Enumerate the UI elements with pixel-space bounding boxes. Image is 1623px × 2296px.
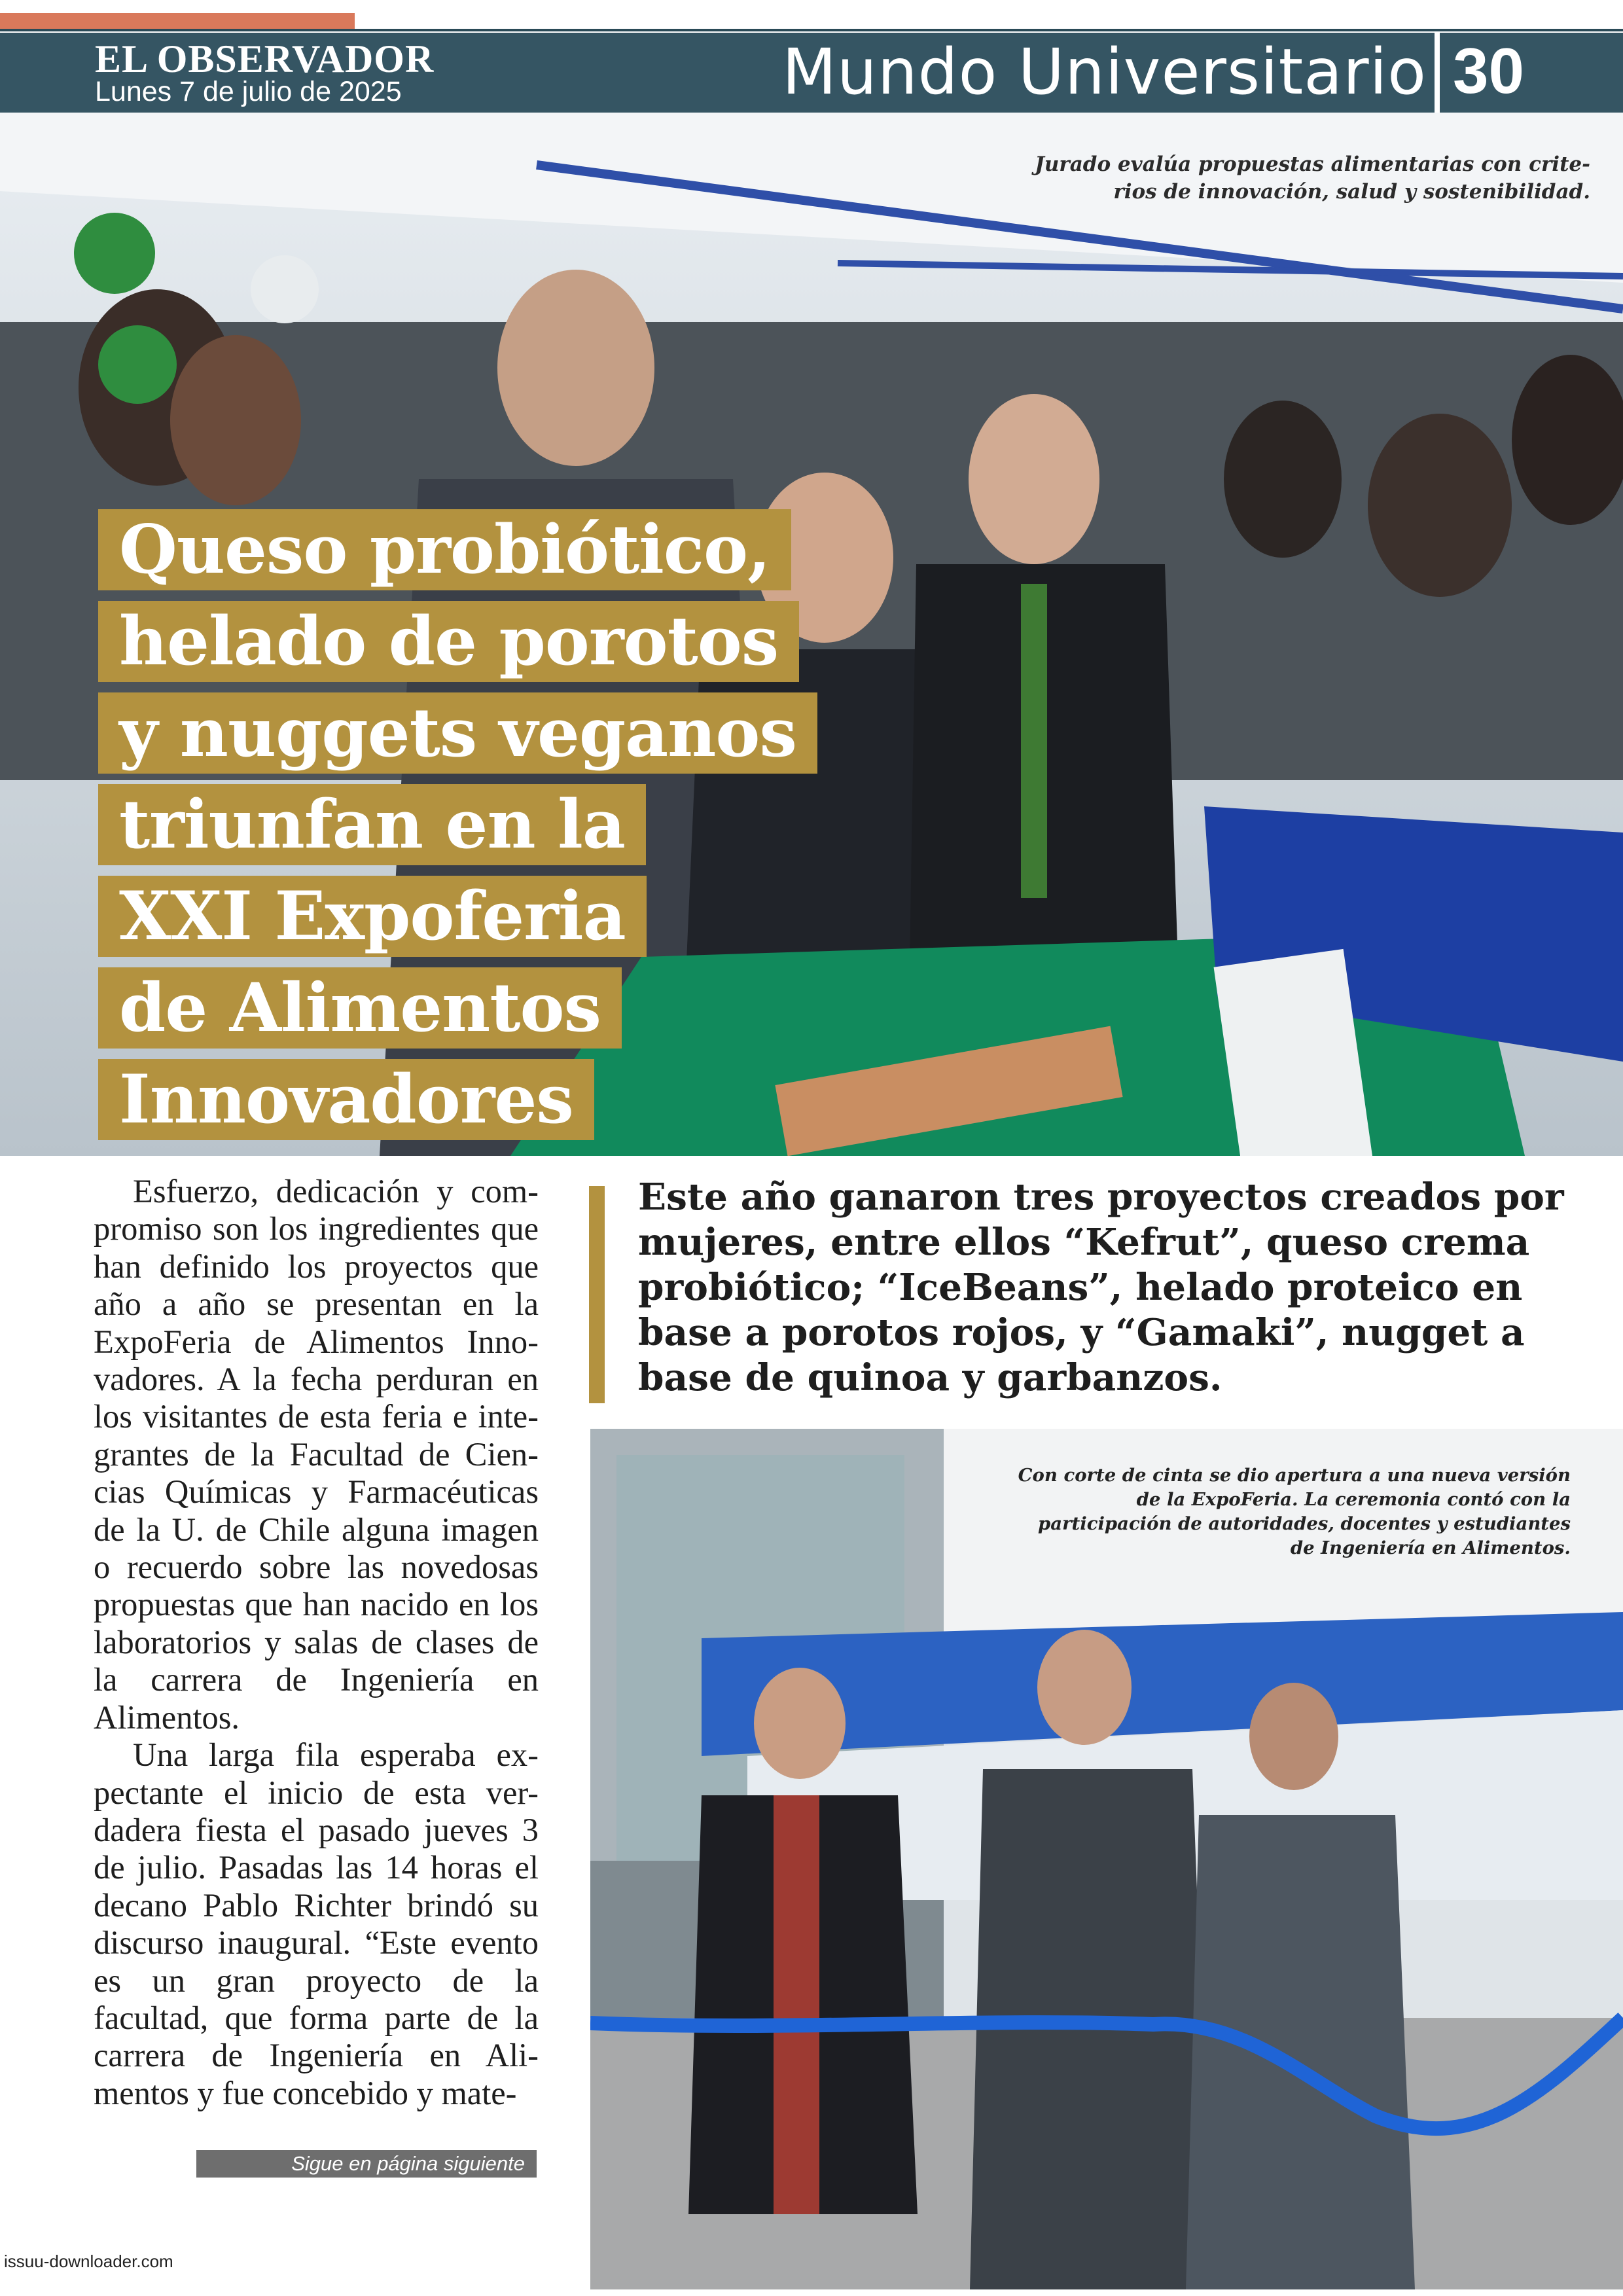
headline-line: triunfan en la xyxy=(98,784,646,865)
header-rule xyxy=(0,29,1623,31)
photo-caption: Con corte de cinta se dio apertura a una nueva versión de la ExpoFeria. La ceremonia contó con la participación de autoridades, docentes y estudiantes de Ingeniería en Alimentos. xyxy=(1018,1465,1571,1558)
article-body xyxy=(94,1173,539,2112)
page-number: 30 xyxy=(1453,35,1525,107)
continue-link[interactable]: Sigue en página siguiente xyxy=(196,2150,537,2178)
headline-line: XXI Expoferia xyxy=(98,876,647,957)
headline-line: y nuggets veganos xyxy=(98,692,817,774)
headline-line: Innovadores xyxy=(98,1059,594,1140)
watermark-text: issuu-downloader.com xyxy=(4,2251,173,2271)
article-paragraph: Una larga fila esperaba ex-pectante el inicio de esta ver-dadera fiesta el pasado jueves 3 de julio. Pasadas las 14 horas el decano Pablo Richter brindó su discurso inaugural. “Este evento es un gran proyecto de la facultad, que forma parte de la carrera de Ingeniería en Ali-mentos y fue concebido y mate- xyxy=(94,1736,539,2111)
headline-line: Queso probiótico, xyxy=(98,509,791,590)
headline xyxy=(98,509,817,1151)
hero-caption: Jurado evalúa propuestas alimentarias con crite-rios de innovación, salud y sostenibilidad. xyxy=(1035,152,1590,204)
headline-line: helado de porotos xyxy=(98,601,799,682)
newspaper-name: EL OBSERVADOR xyxy=(95,37,435,81)
header-divider xyxy=(1435,33,1440,113)
pull-quote: Este año ganaron tres proyectos creados por mujeres, entre ellos “Kefrut”, queso crema probiótico; “IceBeans”, helado proteico en base a porotos rojos, y “Gamaki”, nugget a base de quinoa y garbanzos. xyxy=(638,1175,1564,1399)
section-title: Mundo Universitario xyxy=(782,35,1427,109)
pull-quote-bar xyxy=(589,1186,605,1403)
article-paragraph: Esfuerzo, dedicación y com-promiso son los ingredientes que han definido los proyectos que año a año se presentan en la ExpoFeria de Alimentos Inno-vadores. A la fecha perduran en los visitantes de esta feria e inte-grantes de la Facultad de Cien-cias Químicas y Farmacéuticas de la U. de Chile alguna imagen o recuerdo sobre las novedosas propuestas que han nacido en los laboratorios y salas de clases de la carrera de Ingeniería en Alimentos. xyxy=(94,1173,539,1736)
headline-line: de Alimentos xyxy=(98,967,622,1049)
issue-date: Lunes 7 de julio de 2025 xyxy=(95,76,402,107)
page-header xyxy=(0,33,1623,113)
